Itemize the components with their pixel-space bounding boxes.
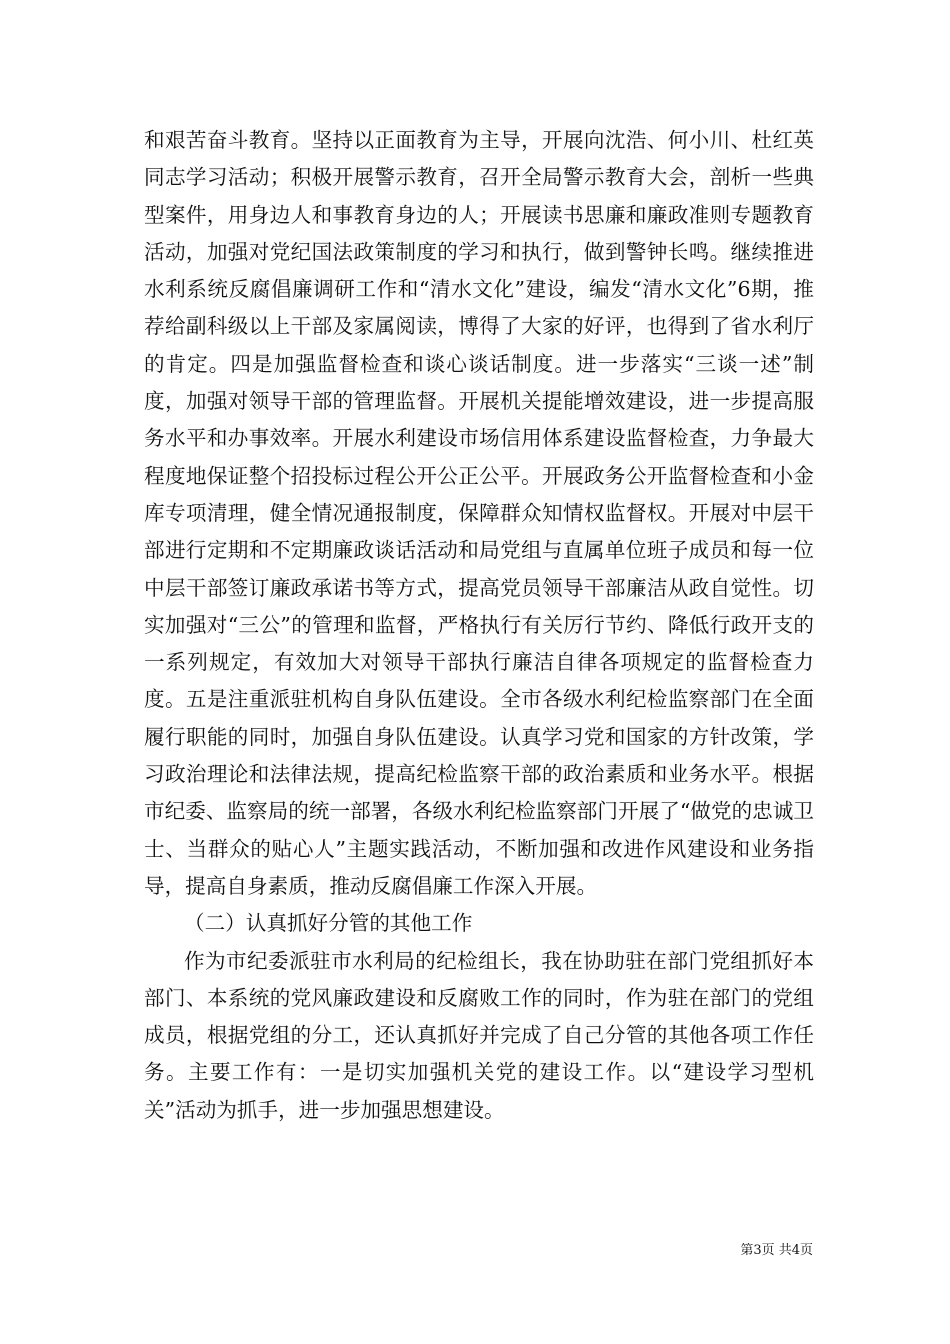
document-body bbox=[144, 122, 814, 1129]
page-number-footer: 第3页 共4页 bbox=[740, 1243, 813, 1258]
continued-paragraph: 和艰苦奋斗教育。坚持以正面教育为主导，开展向沈浩、何小川、杜红英同志学习活动；积极开展警示教育，召开全局警示教育大会，剖析一些典型案件，用身边人和事教育身边的人；开展读书思廉和廉政准则专题教育活动，加强对党纪国法政策制度的学习和执行，做到警钟长鸣。继续推进水利系统反腐倡廉调研工作和“清水文化”建设，编发“清水文化”6期，推荐给副科级以上干部及家属阅读，博得了大家的好评，也得到了省水利厅的肯定。四是加强监督检查和谈心谈话制度。进一步落实“三谈一述”制度，加强对领导干部的管理监督。开展机关提能增效建设，进一步提高服务水平和办事效率。开展水利建设市场信用体系建设监督检查，力争最大程度地保证整个招投标过程公开公正公平。开展政务公开监督检查和小金库专项清理，健全情况通报制度，保障群众知情权监督权。开展对中层干部进行定期和不定期廉政谈话活动和局党组与直属单位班子成员和每一位中层干部签订廉政承诺书等方式，提高党员领导干部廉洁从政自觉性。切实加强对“三公”的管理和监督，严格执行有关厉行节约、降低行政开支的一系列规定，有效加大对领导干部执行廉洁自律各项规定的监督检查力度。五是注重派驻机构自身队伍建设。全市各级水利纪检监察部门在全面履行职能的同时，加强自身队伍建设。认真学习党和国家的方针改策，学习政治理论和法律法规，提高纪检监察干部的政治素质和业务水平。根据市纪委、监察局的统一部署，各级水利纪检监察部门开展了“做党的忠诚卫士、当群众的贴心人”主题实践活动，不断加强和改进作风建设和业务指导，提高自身素质，推动反腐倡廉工作深入开展。 bbox=[144, 128, 814, 898]
section-heading: （二）认真抓好分管的其他工作 bbox=[184, 911, 473, 936]
body-paragraph: 作为市纪委派驻市水利局的纪检组长，我在协助驻在部门党组抓好本部门、本系统的党风廉政建设和反腐败工作的同时，作为驻在部门的党组成员，根据党组的分工，还认真抓好并完成了自己分管的其他各项工作任务。主要工作有：一是切实加强机关党的建设工作。以“建设学习型机关”活动为抓手，进一步加强思想建设。 bbox=[144, 948, 814, 1122]
